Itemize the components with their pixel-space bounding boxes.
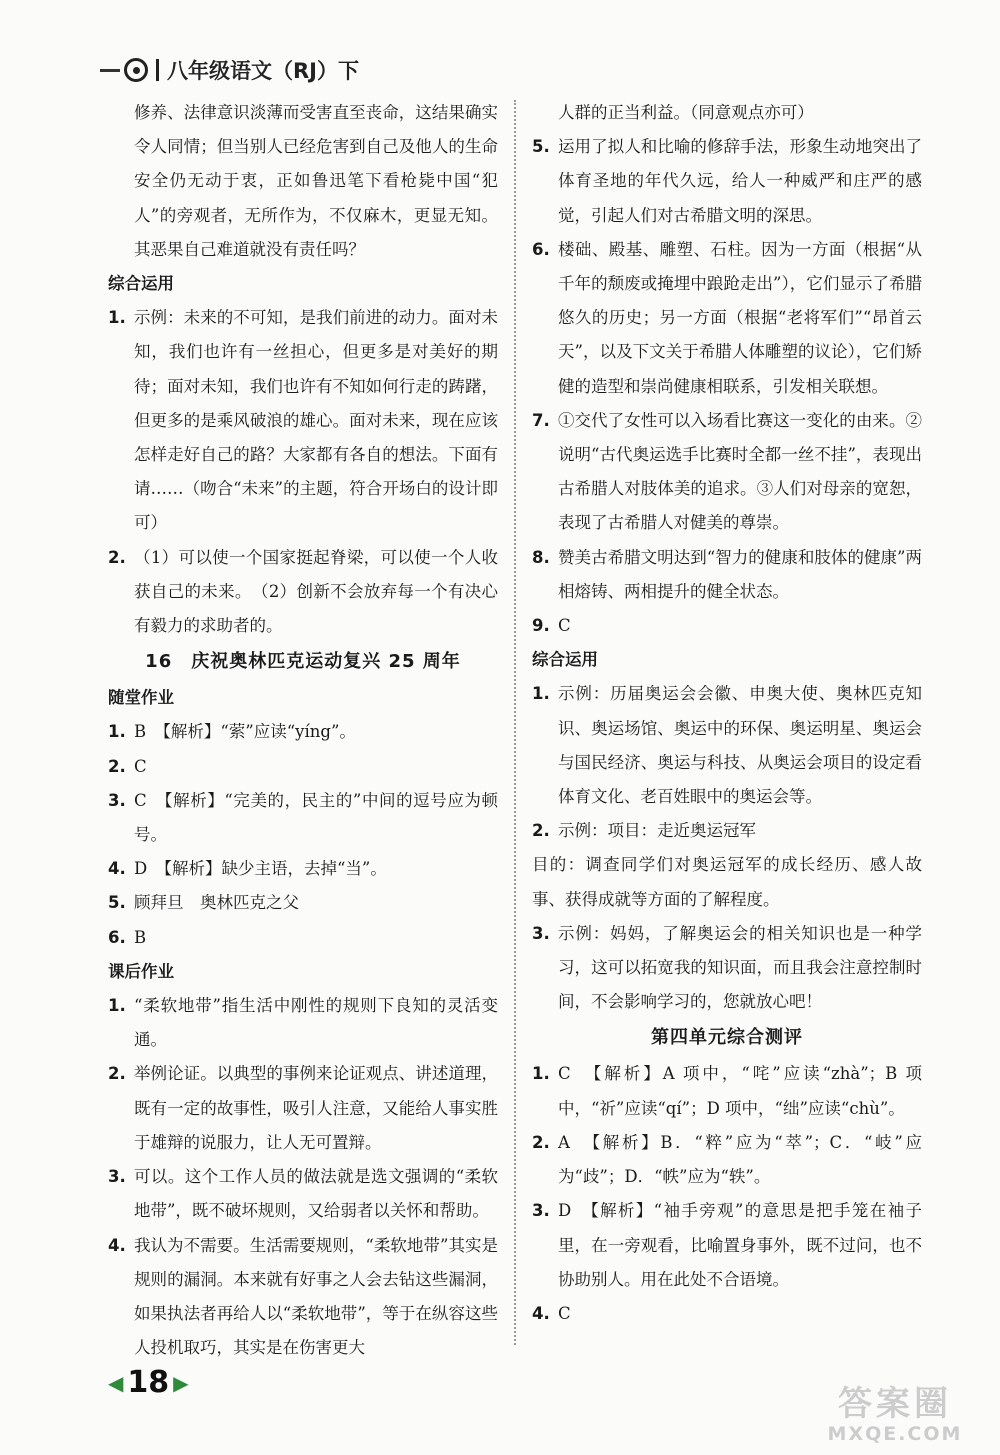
series-logo-icon	[124, 58, 148, 82]
answer-number: 2.	[108, 547, 126, 567]
answer-item	[532, 609, 922, 643]
answer-number: 3.	[108, 790, 126, 810]
answer-number: 1.	[108, 722, 126, 742]
left-arrow-icon: ◀	[108, 1370, 124, 1395]
answer-number: 2.	[532, 821, 550, 841]
answer-text: 举例论证。以典型的事例来论证观点、讲述道理，既有一定的故事性，吸引人注意，又能给人事实胜于雄辩的说服力，让人无可置辩。	[134, 1064, 498, 1152]
answer-text: D 【解析】缺少主语，去掉“当”。	[134, 859, 387, 879]
answer-text: 示例：未来的不可知，是我们前进的动力。面对未知，我们也许有一丝担心，但更多是对美好的期待；面对未知，我们也许有不知如何行走的踌躇，但更多的是乘风破浪的雄心。面对未来，现在应该怎样走好自己的路？大家都有各自的想法。下面有请……（吻合“未来”的主题，符合开场白的设计即可）	[134, 308, 498, 533]
answer-text: 赞美古希腊文明达到“智力的健康和肢体的健康”两相熔铸、两相提升的健全状态。	[558, 547, 922, 601]
answer-item	[532, 814, 922, 848]
answer-number: 1.	[108, 308, 126, 328]
answer-item	[108, 886, 498, 920]
answer-number: 7.	[532, 410, 550, 430]
answer-number: 4.	[108, 859, 126, 879]
answer-item	[532, 1297, 922, 1331]
answer-text: 示例：历届奥运会会徽、申奥大使、奥林匹克知识、奥运场馆、奥运中的环保、奥运明星、奥运会与国民经济、奥运与科技、从奥运会项目的设定看体育文化、老百姓眼中的奥运会等。	[558, 684, 922, 807]
answer-text: 示例：项目：走近奥运冠军	[558, 821, 756, 841]
answer-item	[108, 921, 498, 955]
answer-text: B	[134, 927, 147, 947]
answer-item	[108, 715, 498, 749]
continued-answer: 人群的正当利益。（同意观点亦可）	[558, 103, 814, 122]
left-column	[108, 96, 498, 1365]
answer-number: 1.	[532, 1064, 550, 1084]
answer-text: （1）可以使一个国家挺起脊梁，可以使一个人收获自己的未来。 （2）创新不会放弃每一个有决心有毅力的求助者的。	[134, 547, 498, 636]
answer-number: 1.	[532, 684, 550, 704]
answer-item	[532, 233, 922, 404]
section-heading-comprehensive: 综合运用	[532, 650, 598, 670]
watermark-text-top: 答案圈	[838, 1384, 952, 1424]
watermark-logo	[800, 1385, 990, 1449]
answer-item	[532, 404, 922, 541]
watermark-text-bottom: MXQE.COM	[827, 1423, 963, 1445]
answer-number: 6.	[108, 927, 126, 947]
answer-text: C	[134, 756, 147, 776]
answer-number: 2.	[108, 1064, 126, 1084]
answer-item	[108, 1229, 498, 1366]
answer-text: 示例：妈妈，了解奥运会的相关知识也是一种学习，这可以拓宽我的知识面，而且我会注意控制时间，不会影响学习的，您就放心吧！	[558, 923, 922, 1012]
right-arrow-icon: ▶	[173, 1370, 189, 1395]
answer-text: 楼础、殿基、雕塑、石柱。因为一方面（根据“从千年的颓废或掩埋中踉跄走出”），它们显示了希腊悠久的历史；另一方面（根据“老将军们”“昂首云天”，以及下文关于希腊人体雕塑的议论），它们矫健的造型和崇尚健康相联系，引发相关联想。	[558, 239, 922, 396]
answer-text: C	[558, 616, 571, 636]
header-title: 八年级语文（RJ）下	[167, 59, 359, 83]
answer-number: 6.	[532, 239, 550, 259]
answer-number: 8.	[532, 547, 550, 567]
answer-number: 3.	[532, 923, 550, 943]
lesson-title: 16 庆祝奥林匹克运动复兴 25 周年	[145, 651, 461, 673]
answer-item	[532, 1194, 922, 1297]
answer-item	[532, 677, 922, 814]
answer-text: C 【解析】“完美的，民主的”中间的逗号应为顿号。	[134, 790, 498, 845]
answer-item	[532, 130, 922, 233]
section-heading-classwork: 随堂作业	[108, 688, 174, 708]
answer-item	[108, 852, 498, 886]
answer-number: 5.	[108, 893, 126, 913]
answer-text: “柔软地带”指生活中刚性的规则下良知的灵活变通。	[134, 996, 498, 1050]
answer-number: 4.	[108, 1235, 126, 1255]
answer-number: 9.	[532, 616, 550, 636]
answer-item	[108, 1057, 498, 1160]
page-number: 18	[127, 1365, 170, 1400]
page-header	[100, 50, 359, 90]
answer-item	[532, 541, 922, 609]
answer-item	[108, 784, 498, 852]
section-heading-homework: 课后作业	[108, 961, 174, 981]
answer-text: 顾拜旦 奥林匹克之父	[134, 893, 299, 913]
right-column	[532, 96, 922, 1331]
answer-item	[108, 541, 498, 644]
answer-item	[108, 750, 498, 784]
answer-text: C	[558, 1303, 571, 1323]
answer-text: 我认为不需要。生活需要规则，“柔软地带”其实是规则的漏洞。本来就有好事之人会去钻这些漏洞，如果执法者再给人以“柔软地带”，等于在纵容这些人投机取巧，其实是在伤害更大	[134, 1235, 498, 1358]
answer-text-continued: 目的：调查同学们对奥运冠军的成长经历、感人故事、获得成就等方面的了解程度。	[532, 855, 922, 909]
answer-text: C 【解析】A 项中，“咤”应读“zhà”；B 项中，“祈”应读“qí”；D 项中，“绌”应读“chù”。	[558, 1064, 922, 1118]
answer-item	[532, 1057, 922, 1125]
answer-text: 可以。这个工作人员的做法就是选文强调的“柔软地带”，既不破坏规则，又给弱者以关怀和帮助。	[134, 1167, 498, 1221]
answer-item	[532, 1126, 922, 1194]
answer-text: D 【解析】“袖手旁观”的意思是把手笼在袖子里，在一旁观看，比喻置身事外，既不过问，也不协助别人。用在此处不合语境。	[558, 1201, 922, 1289]
answer-number: 3.	[108, 1167, 126, 1187]
unit-test-title: 第四单元综合测评	[651, 1027, 803, 1049]
answer-number: 2.	[108, 756, 126, 776]
answer-item	[108, 301, 498, 540]
answer-number: 4.	[532, 1303, 550, 1323]
answer-text: ①交代了女性可以入场看比赛这一变化的由来。②说明“古代奥运选手比赛时全都一丝不挂”，表现出古希腊人对肢体美的追求。③人们对母亲的宽恕，表现了古希腊人对健美的尊崇。	[558, 410, 922, 533]
answer-number: 3.	[532, 1201, 550, 1221]
answer-text: A 【解析】B．“粹”应为“萃”；C．“岐”应为“歧”；D．“帙”应为“轶”。	[558, 1132, 922, 1187]
header-dash	[100, 69, 120, 72]
answer-number: 1.	[108, 996, 126, 1016]
answer-text: 运用了拟人和比喻的修辞手法，形象生动地突出了体育圣地的年代久远，给人一种威严和庄严的感觉，引起人们对古希腊文明的深思。	[558, 137, 922, 225]
header-divider	[156, 59, 159, 81]
column-divider	[514, 100, 516, 1345]
answer-item	[108, 1160, 498, 1228]
page-footer	[108, 1365, 189, 1400]
answer-item	[108, 989, 498, 1057]
section-heading-comprehensive: 综合运用	[108, 274, 174, 294]
answer-text: B 【解析】“萦”应读“yíng”。	[134, 722, 356, 742]
answer-item	[532, 917, 922, 1020]
continued-answer: 修养、法律意识淡薄而受害直至丧命，这结果确实令人同情；但当别人已经危害到自己及他人的生命安全仍无动于衷，正如鲁迅笔下看枪毙中国“犯人”的旁观者，无所作为，不仅麻木，更显无知。其恶果自己难道就没有责任吗？	[134, 103, 498, 259]
answer-number: 5.	[532, 137, 550, 157]
answer-number: 2.	[532, 1132, 550, 1152]
